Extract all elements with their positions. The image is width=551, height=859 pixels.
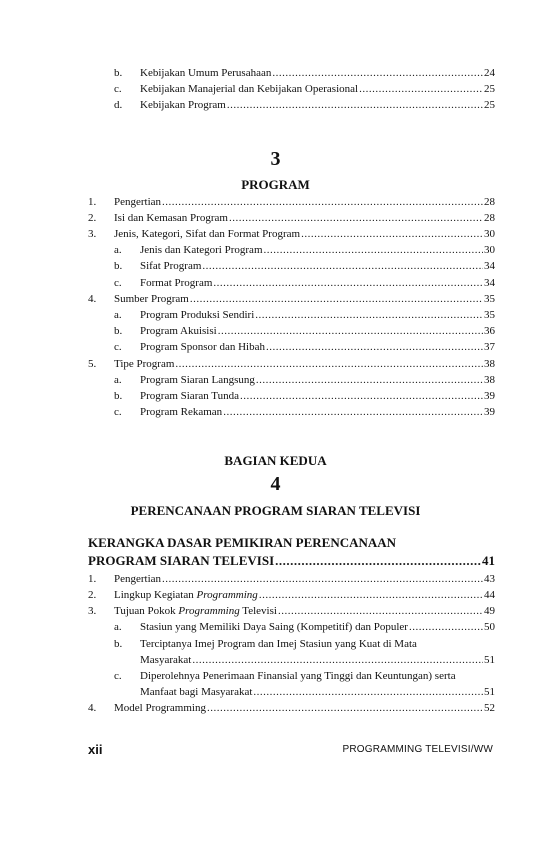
section-label: PROGRAM SIARAN TELEVISI (88, 553, 275, 568)
entry-label-text: Lingkup Kegiatan (114, 589, 197, 601)
entry-label: Pengertian (114, 196, 162, 208)
entry-label (114, 588, 258, 602)
entry-number: c. (114, 341, 122, 353)
entry-number: 4. (88, 702, 97, 714)
leader-dots (218, 324, 483, 338)
toc-entry (88, 588, 495, 602)
entry-number: 1. (88, 573, 97, 585)
entry-page: 34 (484, 277, 495, 289)
entry-page: 24 (484, 67, 495, 79)
toc-entry-continuation (140, 653, 495, 667)
entry-page: 39 (484, 406, 495, 418)
leader-dots (240, 389, 483, 403)
entry-label: Program Rekaman (140, 406, 223, 418)
entry-number: c. (114, 670, 122, 682)
entry-label: Program Produksi Sendiri (140, 309, 255, 321)
toc-entry (88, 211, 495, 225)
leader-dots (162, 195, 483, 209)
entry-number: 3. (88, 228, 97, 240)
entry-page: 43 (484, 573, 495, 585)
chapter-title: PERENCANAAN PROGRAM SIARAN TELEVISI (130, 503, 421, 518)
toc-entry (88, 669, 495, 683)
leader-dots (227, 98, 483, 112)
entry-label: Stasiun yang Memiliki Daya Saing (Kompetitif) dan Populer (140, 621, 408, 633)
toc-entry (88, 292, 495, 306)
leader-dots (255, 308, 483, 322)
toc-entry (88, 405, 495, 419)
entry-number: 5. (88, 358, 97, 370)
entry-label: Program Akuisisi (140, 325, 217, 337)
entry-label: Program Sponsor dan Hibah (140, 341, 265, 353)
toc-entry (88, 357, 495, 371)
entry-page: 28 (484, 212, 495, 224)
entry-label: Kebijakan Program (140, 99, 226, 111)
entry-page: 25 (484, 83, 495, 95)
leader-dots (409, 620, 483, 634)
entry-page: 50 (484, 621, 495, 633)
entry-label: Kebijakan Umum Perusahaan (140, 67, 272, 79)
toc-entry (88, 604, 495, 618)
entry-label: Format Program (140, 277, 213, 289)
chapter-number: 3 (270, 148, 281, 170)
toc-entry-continuation (140, 685, 495, 699)
toc-entry (88, 389, 495, 403)
leader-dots (213, 276, 483, 290)
entry-page: 39 (484, 390, 495, 402)
leader-dots (259, 588, 483, 602)
entry-number: b. (114, 67, 123, 79)
toc-entry (88, 308, 495, 322)
entry-number: b. (114, 325, 123, 337)
leader-dots (359, 82, 483, 96)
entry-page: 28 (484, 196, 495, 208)
entry-label: Manfaat bagi Masyarakat (140, 686, 253, 698)
entry-label: Sumber Program (114, 293, 189, 305)
running-title: PROGRAMMING TELEVISI/WW (342, 744, 493, 755)
toc-entry (88, 243, 495, 257)
entry-page: 35 (484, 293, 495, 305)
entry-number: b. (114, 260, 123, 272)
entry-page: 49 (484, 605, 495, 617)
entry-number: 1. (88, 196, 97, 208)
leader-dots (162, 572, 483, 586)
toc-entry (88, 637, 495, 651)
toc-entry (88, 340, 495, 354)
entry-label-text: Tujuan Pokok (114, 605, 179, 617)
leader-dots (275, 552, 481, 570)
leader-dots (190, 292, 483, 306)
leader-dots (266, 340, 483, 354)
entry-page: 34 (484, 260, 495, 272)
leader-dots (207, 701, 483, 715)
section-heading-line2 (88, 552, 495, 570)
entry-label: Terciptanya Imej Program dan Imej Stasiun yang Kuat di Mata (140, 638, 417, 650)
entry-number: d. (114, 99, 123, 111)
toc-entry (88, 324, 495, 338)
entry-label: Masyarakat (140, 654, 192, 666)
section-heading-line1: KERANGKA DASAR PEMIKIRAN PERENCANAAN (88, 535, 397, 550)
entry-page: 52 (484, 702, 495, 714)
entry-label: Jenis dan Kategori Program (140, 244, 263, 256)
section-page: 41 (482, 553, 495, 568)
entry-label: Diperolehnya Penerimaan Finansial yang Tinggi dan Keuntungan) serta (140, 670, 456, 682)
entry-label: Pengertian (114, 573, 162, 585)
entry-number: a. (114, 309, 122, 321)
entry-page: 36 (484, 325, 495, 337)
entry-page: 51 (484, 654, 495, 666)
chapter-number: 4 (270, 473, 281, 495)
entry-number: a. (114, 244, 122, 256)
leader-dots (256, 373, 483, 387)
leader-dots (175, 357, 483, 371)
entry-number: a. (114, 374, 122, 386)
entry-page: 51 (484, 686, 495, 698)
page-number: xii (88, 742, 103, 757)
entry-number: 3. (88, 605, 97, 617)
entry-label: Program Siaran Langsung (140, 374, 255, 386)
chapter-title: PROGRAM (241, 177, 310, 192)
entry-label: Kebijakan Manajerial dan Kebijakan Operasional (140, 83, 359, 95)
leader-dots (301, 227, 483, 241)
entry-label: Program Siaran Tunda (140, 390, 239, 402)
toc-entry (88, 701, 495, 715)
entry-page: 44 (484, 589, 495, 601)
entry-number: 4. (88, 293, 97, 305)
entry-label-italic: Programming (178, 605, 240, 617)
toc-entry (88, 373, 495, 387)
entry-label-italic: Programming (196, 589, 258, 601)
entry-number: c. (114, 406, 122, 418)
leader-dots (264, 243, 484, 257)
entry-label: Jenis, Kategori, Sifat dan Format Program (114, 228, 301, 240)
toc-entry (88, 259, 495, 273)
toc-entry (88, 66, 495, 80)
toc-entry (88, 98, 495, 112)
entry-label: Model Programming (114, 702, 206, 714)
entry-number: 2. (88, 589, 97, 601)
part-label: BAGIAN KEDUA (224, 453, 327, 468)
toc-entry (88, 227, 495, 241)
entry-label: Sifat Program (140, 260, 202, 272)
entry-number: 2. (88, 212, 97, 224)
entry-page: 25 (484, 99, 495, 111)
toc-entry (88, 82, 495, 96)
entry-label (114, 604, 277, 618)
leader-dots (253, 685, 483, 699)
entry-page: 38 (484, 358, 495, 370)
entry-number: a. (114, 621, 122, 633)
leader-dots (278, 604, 483, 618)
leader-dots (229, 211, 483, 225)
toc-entry (88, 195, 495, 209)
entry-number: b. (114, 638, 123, 650)
leader-dots (192, 653, 483, 667)
entry-label: Tipe Program (114, 358, 175, 370)
entry-label: Isi dan Kemasan Program (114, 212, 228, 224)
leader-dots (223, 405, 483, 419)
toc-entry (88, 572, 495, 586)
entry-number: c. (114, 277, 122, 289)
leader-dots (202, 259, 483, 273)
toc-entry (88, 276, 495, 290)
entry-number: c. (114, 83, 122, 95)
entry-label-text: Televisi (239, 605, 277, 617)
entry-page: 37 (484, 341, 495, 353)
entry-page: 30 (484, 228, 495, 240)
entry-page: 35 (484, 309, 495, 321)
leader-dots (272, 66, 483, 80)
entry-page: 38 (484, 374, 495, 386)
toc-entry (88, 620, 495, 634)
entry-page: 30 (484, 244, 495, 256)
entry-number: b. (114, 390, 123, 402)
